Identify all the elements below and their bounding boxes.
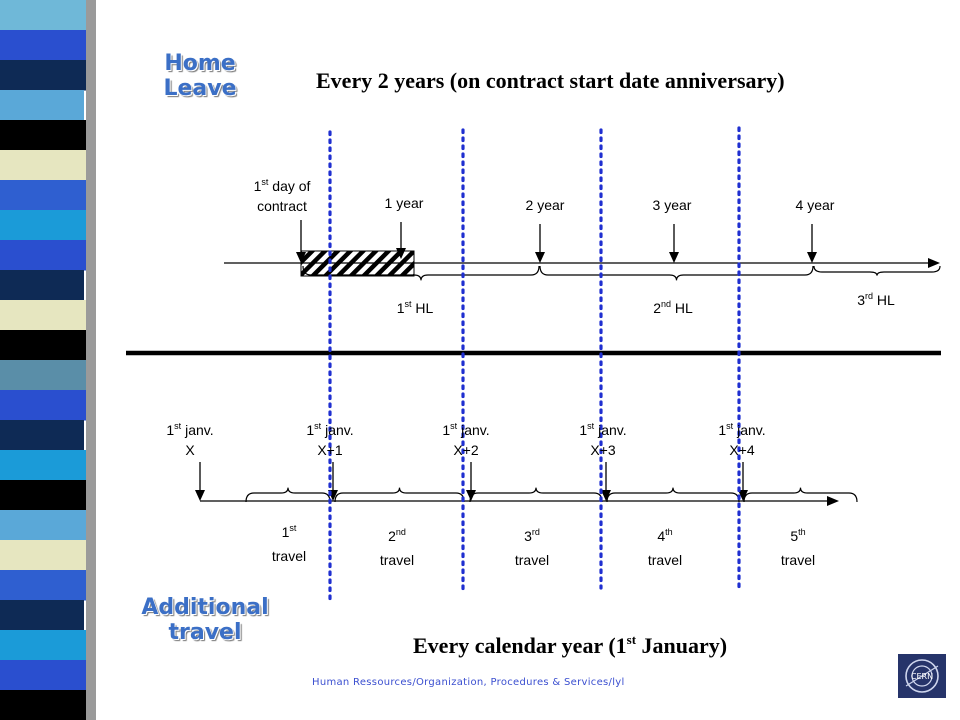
hl-marker-3-year: 3 year [652,197,692,213]
at-marker-x-plus-4: 1st janv. X+4 [718,421,766,458]
at-marker-x-plus-1: 1st janv. X+1 [306,421,354,458]
hl-marker-1-year: 1 year [384,195,424,211]
at-marker-x: 1st janv. X [166,421,214,458]
hl-marker-contract-start: 1st day of contract [253,177,311,214]
at-period-1: 1st travel [271,523,307,564]
hl-marker-2-year: 2 year [525,197,565,213]
hl-marker-4-year: 4 year [795,197,835,213]
additional-travel-headline-post: January) [636,633,728,658]
at-period-brace-3 [470,488,602,502]
hl-period-brace-3 [814,266,940,276]
at-period-2: 2nd travel [379,527,415,568]
additional-travel-headline-sup: st [626,632,637,647]
home-leave-axis-arrowhead [928,258,940,268]
hl-period-2: 2nd HL [653,299,693,316]
additional-travel-headline [413,633,727,659]
footer-text: Human Ressources/Organization, Procedures & Services/lyl [312,677,625,688]
at-period-brace-1 [246,488,330,502]
at-period-5: 5th travel [780,527,816,568]
at-marker-arrow-0-head [195,490,205,501]
at-period-brace-2 [335,488,464,502]
at-period-3: 3rd travel [514,527,550,568]
cern-logo-lettering: CERN [910,672,934,681]
at-period-brace-5 [744,488,857,502]
additional-travel-headline-pre: Every calendar year (1 [413,633,627,658]
at-marker-x-plus-2: 1st janv. X+2 [442,421,490,458]
hl-marker-arrow-3-head [669,252,679,263]
hl-marker-arrow-4-head [807,252,817,263]
home-leave-label-line1: Home [164,51,236,76]
hl-period-brace-2 [540,266,813,280]
at-period-4: 4th travel [647,527,683,568]
home-leave-section-label [150,51,250,101]
additional-travel-label-line1: Additional [141,595,269,620]
additional-travel-section-label [130,595,280,645]
cern-logo-graphic [898,654,946,698]
at-marker-arrow-2-head [466,490,476,501]
hl-marker-arrow-2-head [535,252,545,263]
home-leave-label-line2: Leave [163,76,237,101]
home-leave-headline: Every 2 years (on contract start date anniversary) [316,68,785,93]
at-period-brace-4 [607,488,739,502]
at-marker-x-plus-3: 1st janv. X+3 [579,421,627,458]
hl-period-1: 1st HL [396,299,434,316]
additional-travel-axis-arrowhead [827,496,839,506]
additional-travel-label-line2: travel [168,620,242,645]
hl-period-3: 3rd HL [857,291,895,308]
cern-logo [898,654,946,698]
